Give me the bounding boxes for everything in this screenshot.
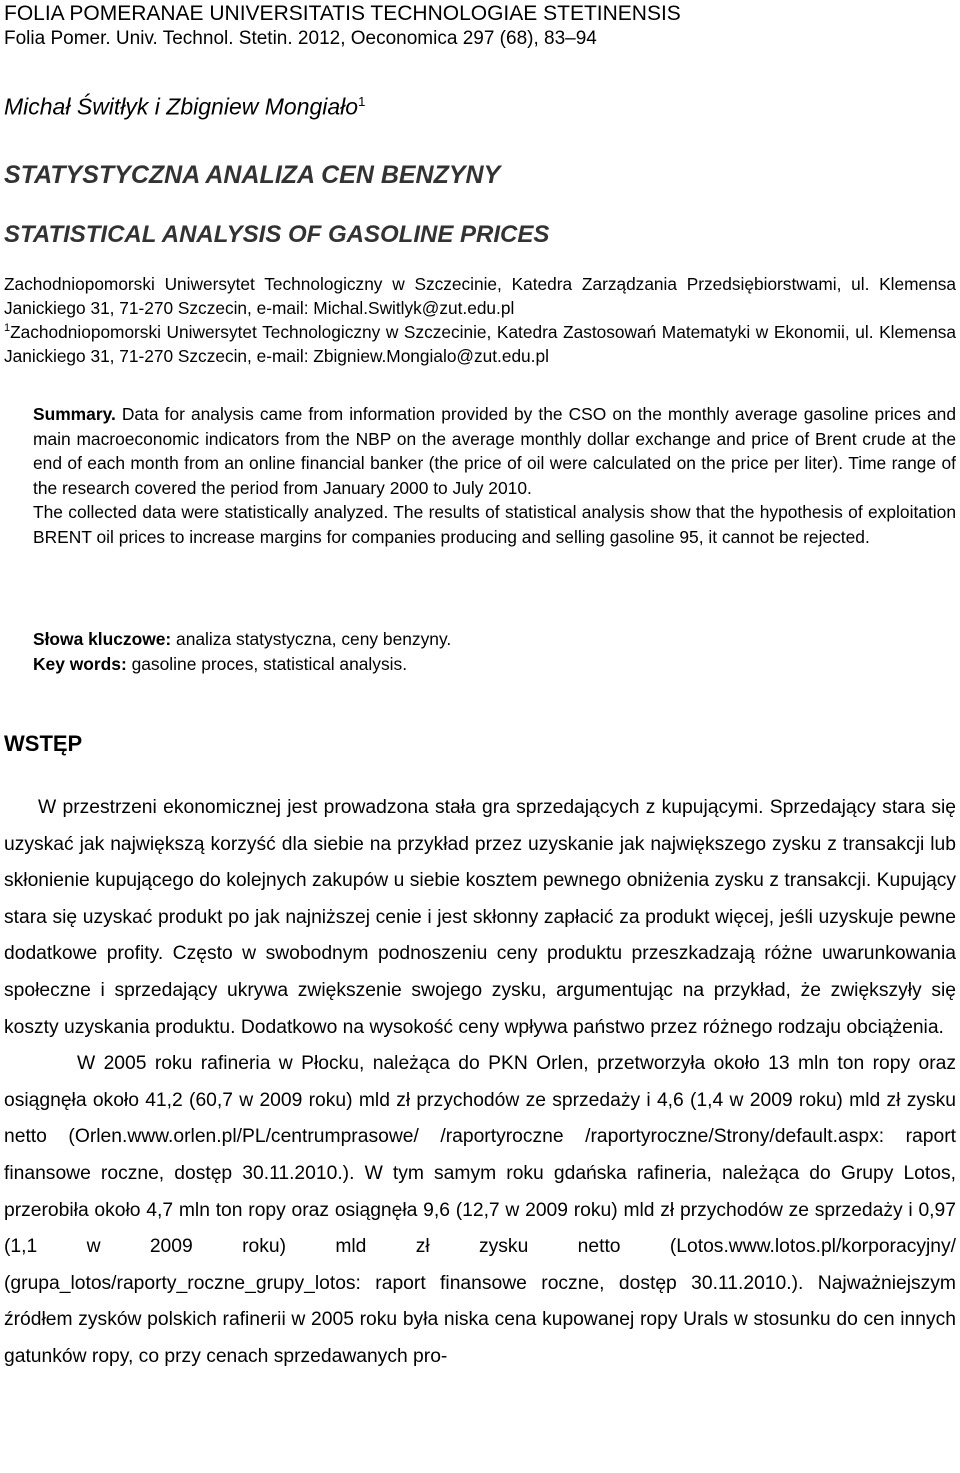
journal-citation: Folia Pomer. Univ. Technol. Stetin. 2012, Oeconomica 297 (68), 83–94 [4, 28, 597, 49]
affiliation-first: Zachodniopomorski Uniwersytet Technologiczny w Szczecinie, Katedra Zarządzania Przedsiębiorstwami, ul. Klemensa Janickiego 31, 71-270 Szczecin, e-mail: Michal.Switlyk@zut.edu.pl [4, 274, 956, 318]
affiliation-second-block [4, 320, 956, 368]
summary [33, 402, 956, 549]
body-paragraph-2: W 2005 roku rafineria w Płocku, należąca do PKN Orlen, przetworzyła około 13 mln ton ropy oraz osiągnęła około 41,2 (60,7 w 2009 roku) mld zł przychodów ze sprzedaży i 4,6 (1,4 w 2009 roku) mld zł zysku netto (Orlen.www.orlen.pl/PL/centrumprasowe/ /raportyroczne /raportyroczne/Strony/default.aspx: raport finansowe roczne, dostęp 30.11.2010.). W tym samym roku gdańska rafineria, należąca do Grupy Lotos, przerobiła około 4,7 mln ton ropy oraz osiągnęła 9,6 (12,7 w 2009 roku) mld zł przychodów ze sprzedaży i 0,97 (1,1 w 2009 roku) mld zł zysku netto (Lotos.www.lotos.pl/korporacyjny/ (grupa_lotos/raporty_roczne_grupy_lotos: raport finansowe roczne, dostęp 30.11.2010.). Najważniejszym źródłem zysków polskich rafinerii w 2005 roku była niska cena kupowanej ropy Urals w stosunku do cen innych gatunków ropy, co przy cenach sprzedawanych pro- [4, 1053, 956, 1367]
section-body [4, 790, 956, 1376]
keywords-english-value: gasoline proces, statistical analysis. [131, 653, 408, 674]
section-heading: WSTĘP [4, 731, 83, 756]
authors [4, 88, 956, 121]
journal-name: FOLIA POMERANAE UNIVERSITATIS TECHNOLOGIAE STETINENSIS [4, 2, 681, 25]
keywords-english [33, 652, 956, 677]
affiliation-second: Zachodniopomorski Uniwersytet Technologiczny w Szczecinie, Katedra Zastosowań Matematyki w Ekonomii, ul. Klemensa Janickiego 31, 71-270 Szczecin, e-mail: Zbigniew.Mongialo@zut.edu.pl [4, 322, 956, 366]
summary-label: Summary. [33, 404, 116, 424]
summary-paragraph-1 [33, 402, 956, 500]
affiliation-second-mark: 1 [4, 322, 11, 335]
author-footnote-mark: 1 [358, 94, 366, 109]
keywords-english-label: Key words: [33, 653, 127, 674]
summary-paragraph-2: The collected data were statistically analyzed. The results of statistical analysis show that the hypothesis of exploitation BRENT oil prices to increase margins for companies producing and selling gasoline 95, it cannot be rejected. [33, 502, 956, 547]
keywords [33, 627, 956, 676]
author-names: Michał Świtłyk i Zbigniew Mongiało [4, 93, 359, 120]
title-polish: STATYSTYCZNA ANALIZA CEN BENZYNY [4, 161, 501, 189]
title-english: STATISTICAL ANALYSIS OF GASOLINE PRICES [4, 221, 550, 248]
affiliations [4, 272, 956, 368]
keywords-polish-label: Słowa kluczowe: [33, 629, 172, 649]
keywords-polish-value: analiza statystyczna, ceny benzyny. [176, 629, 452, 649]
body-paragraph-1: W przestrzeni ekonomicznej jest prowadzona stała gra sprzedających z kupującymi. Sprzedający stara się uzyskać jak największą korzyść dla siebie na przykład przez uzyskanie jak największego zysku z transakcji lub skłonienie kupującego do kolejnych zakupów u siebie kosztem pewnego obniżenia zysku z transakcji. Kupujący stara się uzyskać produkt po jak najniższej cenie i jest skłonny zapłacić za produkt więcej, jeśli uzyskuje pewne dodatkowe profity. Często w swobodnym podnoszeniu ceny produktu przeszkadzają różne uwarunkowania społeczne i sprzedający ukrywa zwiększenie swojego zysku, argumentując na przykład, że zwiększyły się koszty uzyskania produktu. Dodatkowo na wysokość ceny wpływa państwo przez różnego rodzaju obciążenia. [4, 797, 956, 1038]
summary-text-1: Data for analysis came from information provided by the CSO on the monthly average gasoline prices and main macroeconomic indicators from the NBP on the average monthly dollar exchange and price of Brent crude at the end of each month from an online financial banker (the price of oil were calculated on the price per liter). Time range of the research covered the period from January 2000 to July 2010. [33, 404, 956, 498]
keywords-polish [33, 627, 956, 652]
